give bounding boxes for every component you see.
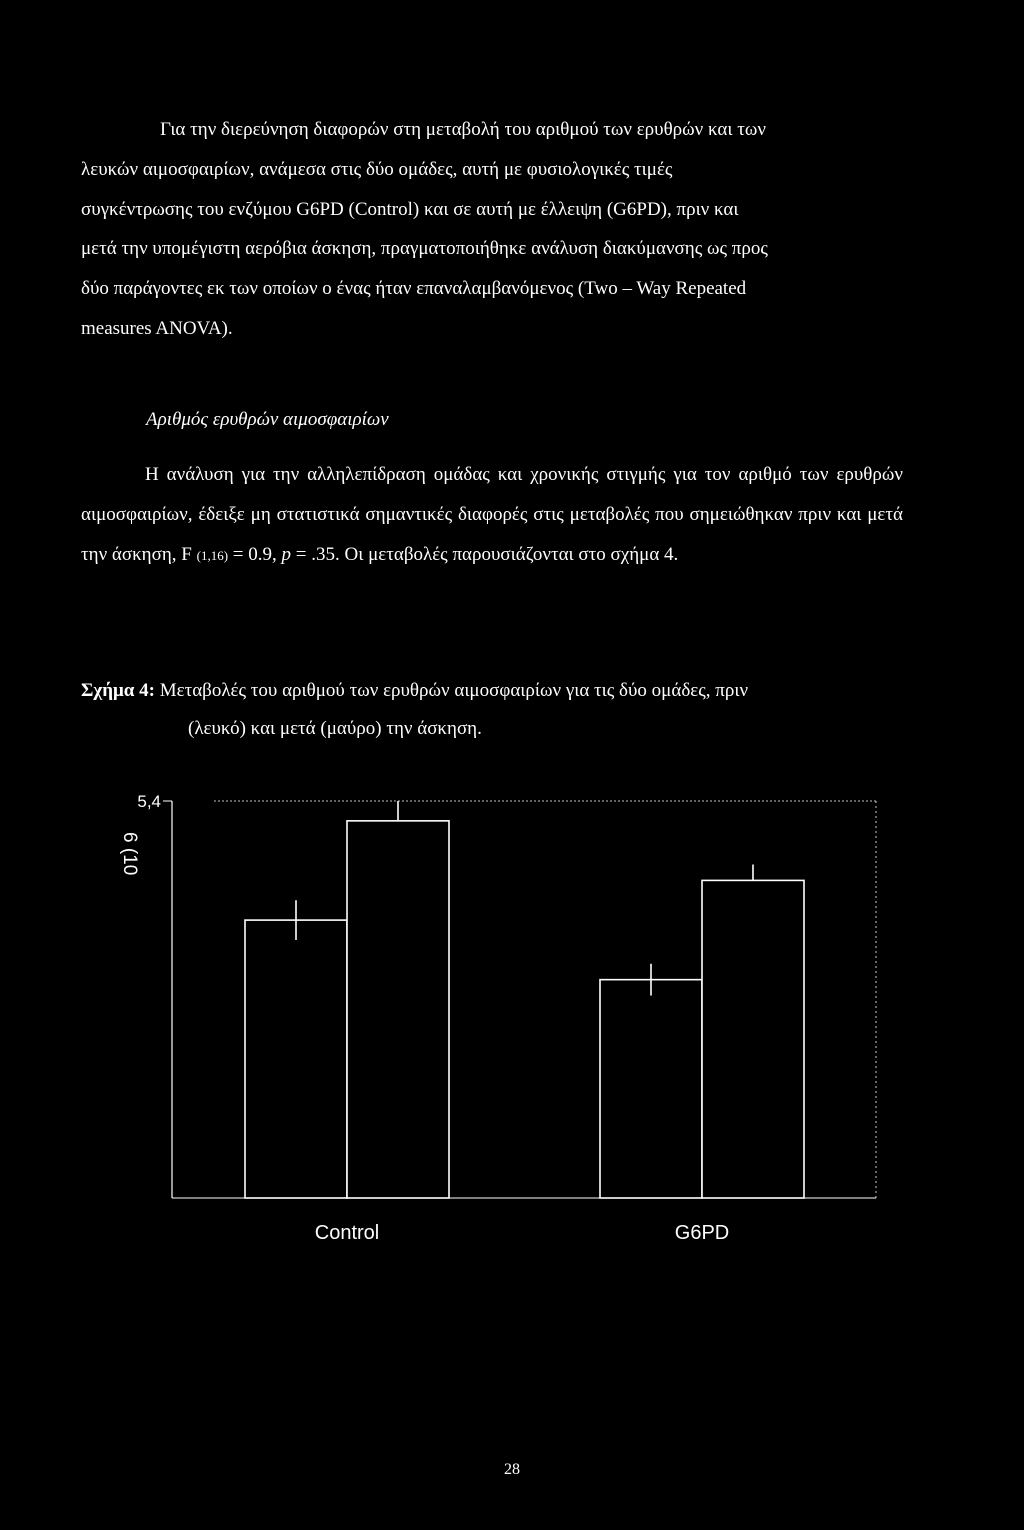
x-tick-label-g6pd: G6PD <box>674 1222 730 1244</box>
p-symbol: p <box>281 543 292 565</box>
figure-caption <box>81 672 911 748</box>
intro-paragraph <box>81 110 903 349</box>
caption-line-2: (λευκό) και μετά (μαύρο) την άσκηση. <box>188 718 482 739</box>
y-axis-label: 6 (10 <box>119 832 140 876</box>
section-heading: Αριθμός ερυθρών αιμοσφαιρίων <box>146 409 389 430</box>
bar-g6pd-after <box>702 880 804 1198</box>
intro-line-6: measures ANOVA). <box>81 317 233 339</box>
intro-line-1: Για την διερεύνηση διαφορών στη μεταβολή του αριθμού των ερυθρών και των <box>160 119 766 140</box>
page-number: 28 <box>504 1461 520 1478</box>
results-paragraph <box>81 455 903 575</box>
y-tick-label: 5,4 <box>137 792 161 811</box>
f-subscript: (1,16) <box>196 547 229 563</box>
bar-chart <box>0 780 1024 1260</box>
results-text-end: = .35. Οι μεταβολές παρουσιάζονται στο σχήμα 4. <box>291 543 679 565</box>
intro-line-3: συγκέντρωσης του ενζύμου G6PD (Control) και σε αυτή με έλλειψη (G6PD), πριν και <box>81 198 739 220</box>
bar-control-after <box>347 821 449 1198</box>
intro-line-2: λευκών αιμοσφαιρίων, ανάμεσα στις δύο ομάδες, αυτή με φυσιολογικές τιμές <box>81 158 673 180</box>
figure-label: Σχήμα 4: <box>81 680 155 701</box>
results-text-main: Η ανάλυση για την αλληλεπίδραση ομάδας και χρονικής στιγμής για τον αριθμό των ερυθρών αιμοσφαιρίων, έδειξε μη στατιστικά σημαντικές διαφορές στις μεταβολές που σημειώθηκαν πριν και μετά την άσκηση, F <box>81 464 903 565</box>
caption-line-1: Μεταβολές του αριθμού των ερυθρών αιμοσφαιρίων για τις δύο ομάδες, πριν <box>154 680 749 701</box>
x-tick-label-control: Control <box>314 1222 380 1244</box>
f-value: = 0.9, <box>228 543 277 565</box>
bar-g6pd-before <box>600 980 702 1198</box>
intro-line-4: μετά την υπομέγιστη αερόβια άσκηση, πραγματοποιήθηκε ανάλυση διακύμανσης ως προς <box>81 238 768 260</box>
intro-line-5: δύο παράγοντες εκ των οποίων ο ένας ήταν επαναλαμβανόμενος (Two – Way Repeated <box>81 278 747 300</box>
bar-control-before <box>245 920 347 1198</box>
